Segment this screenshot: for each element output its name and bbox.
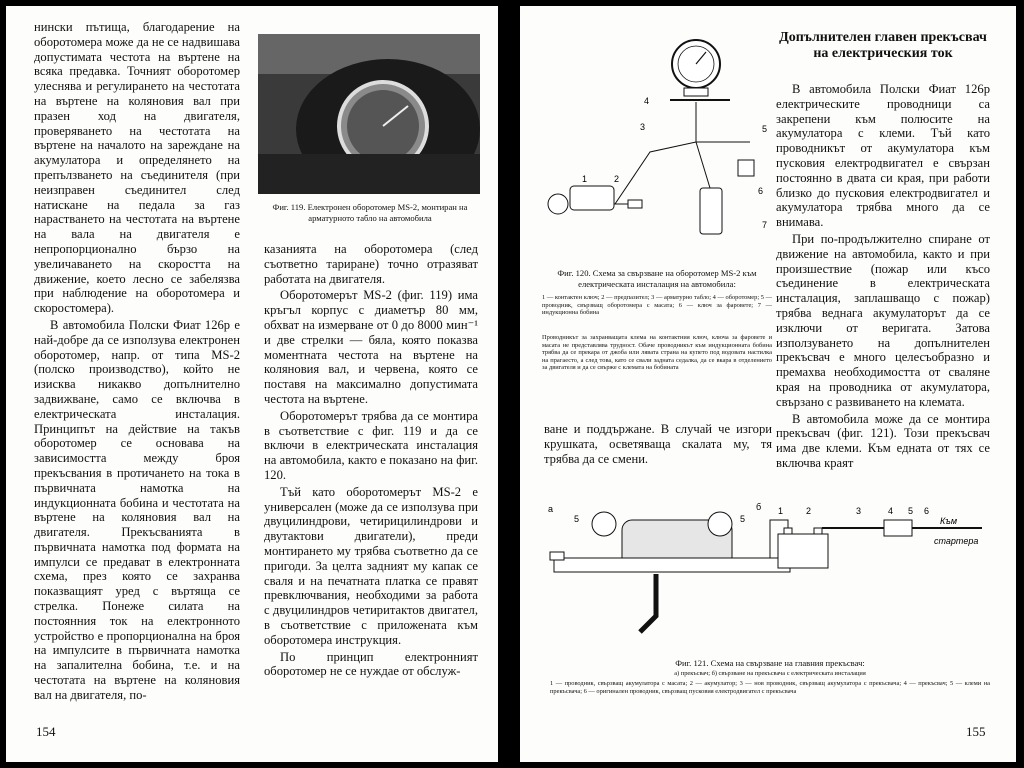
paragraph: Оборотомерът MS-2 (фиг. 119) има кръгъл корпус с диаметър 80 мм, обхват на измерване от 0 до 8000 мин⁻¹ и две стрелки — бяла, която показва моментната честота на въртене на коляновия вал, и червена, която се поставя на максимално допустимата честота на въртене. <box>264 288 478 406</box>
fig121-switch-diagram <box>544 498 1004 638</box>
fig120-note: Проводникът за захранващата клема на контактния ключ, ключа за фаровете и масата не представлява трудност. Обаче проводникът към индукционната бобина трябва да се прекара от джоба или лявата страна на купето под водоватa настилка на прагаесто, а след това, като се свали задната седалка, да се вкара в отделението за двигателя и да се свърже с клемата на бобината <box>542 334 772 372</box>
right-column-1 <box>544 422 772 466</box>
label-6b: 6 <box>924 506 930 516</box>
label-3: 3 <box>640 122 646 132</box>
section-heading: Допълнителен главен прекъсвач на електрическия ток <box>779 30 987 61</box>
label-6: 6 <box>758 186 764 196</box>
left-column-1 <box>34 20 240 703</box>
paragraph: ване и поддържане. В случай че изгори крушката, осветяваща скалата му, тя трябва да се смени. <box>544 422 772 466</box>
label-5: 5 <box>762 124 768 134</box>
switch-small <box>884 520 912 536</box>
tachometer-photo-image <box>258 34 480 194</box>
paragraph: В автомобила може да се монтира прекъсвач (фиг. 121). Този прекъсвач има две клеми. Към едната от тях се включва краят <box>776 411 990 470</box>
label-5b: 5 <box>740 514 746 524</box>
paragraph: нински пътища, благодарение на оборотомера може да не се надвишава допустимата честота на въртене на всяка предавка. Точният оборотомер улеснява и регулирането на честотата на въртене на коляновия вал при празен ход на двигателя, проверяването на честотата на въртене на началото на зареждане на акумулатора и определянето на препълзването на съединителя (при неизправен съединител след натискане на педала за газ нарастването на честотата на въртене на вала на двигателя е непропорционално бързо на увеличаването на скоростта на движение, което лесно се забелязва при наблюдение на оборотомера и скоростомера). <box>34 20 240 316</box>
paragraph: По принцип електронният оборотомер не се нуждае от обслуж- <box>264 649 478 679</box>
paragraph: Оборотомерът трябва да се монтира в съответствие с фиг. 119 и да се включи в електрическата инсталация на автомобила, както е показано на фиг. 120. <box>264 408 478 482</box>
right-column-2 <box>776 82 990 471</box>
right-page <box>520 6 1016 762</box>
label-1b: 1 <box>778 506 784 516</box>
paragraph: казанията на оборотомера (след съответно тариране) точно отразяват работата на двигателя. <box>264 242 478 286</box>
fig120-wiring-diagram <box>540 22 780 252</box>
label-3b: 3 <box>856 506 862 516</box>
label-4: 4 <box>644 96 650 106</box>
fig120-caption: Фиг. 120. Схема за свързване на оборотомер MS-2 към електрическата инсталация на автомобила: <box>557 268 757 289</box>
label-to: Към <box>940 516 958 526</box>
left-page <box>6 6 498 762</box>
paragraph: Тъй като оборотомерът MS-2 е универсален (може да се използува при двуцилиндрови, четирицилиндрови и двутактови двигатели), преди монтирането му трябва съответно да се пригоди. За целта задният му капак се сваля и на печатната платка се правят превключвания, необходими за работа с двуцилиндров четиритактов двигател, в съответствие с приложената към оборотомера инструкция. <box>264 484 478 647</box>
terminal-right <box>708 512 732 536</box>
label-4b: 4 <box>888 506 894 516</box>
paragraph: В автомобила Полски Фиат 126р е най-добре да се използува електронен оборотомер, напр. от типа MS-2 (полско производство), който не изисква никакво допълнително задвижване, само се включва в електрическата инсталация. Принципът на действие на такъв оборотомер се основава на зависимостта между броя прекъсвания в протичането на тока в първичната намотка на индукционната бобина и честотата на въртене на коляновия вал на двигателя. Прекъсванията в първичната намотка под формата на импулси се предават в електронната схема, през която се захранва показващият уред с въртяща се стрелка. Понеже силата на постоянния ток на електронното устройство е пропорционална на броя на импулсите в първичната намотка на запалителна бобина, т.е. и на честотата на въртене на коляновия вал на двигателя, по- <box>34 317 240 702</box>
fig121-legend: 1 — проводник, свързващ акумулатора с масата; 2 — акумулатор; 3 — нов проводник, свързващ акумулатора с прекъсвача; 4 — прекъсвач; 5 — клеми на прекъсвача; 6 — оригинален проводник, свързващ пусковия електродвигател с прекъсвача <box>550 680 990 695</box>
left-column-2 <box>264 242 478 679</box>
paragraph: В автомобила Полски Фиат 126р електрическите проводници са закрепени към полюсите на акумулатора с клеми. Тъй като проводникът от акумулатора към пусковия електродвигател е свързан постоянно в двата си края, при работи близко до пусковия електродвигател и акумулатора трябва много да се внимава. <box>776 82 990 230</box>
headlight-switch <box>738 160 754 176</box>
label-a: а <box>548 504 554 514</box>
fig120-legend: 1 — контактен ключ; 2 — предпазител; 3 — арматурно табло; 4 — оборотомер; 5 — проводник, свързващ оборотомера с масата; 6 — ключ за фаровете; 7 — индукционна бобина <box>542 294 772 317</box>
fuse <box>628 200 642 208</box>
label-7: 7 <box>762 220 768 230</box>
paragraph: При по-продължително спиране от движение на автомобила, както и при произшествие (пожар или късо съединение в електрическата инсталация, заплашващо с пожар) трябва веднага акумулаторът да се изключи от веригата. Затова използуването на допълнителен прекъсвач е много целесъобразно и премахва необходимостта от сваляне края на проводника от акумулатора, свързано с развиването на клемата. <box>776 231 990 409</box>
label-2: 2 <box>614 174 620 184</box>
label-5a: 5 <box>574 514 580 524</box>
battery <box>778 534 828 568</box>
terminal-left <box>592 512 616 536</box>
page-number: 155 <box>966 724 986 739</box>
label-2b: 2 <box>806 506 812 516</box>
label-starter: стартера <box>934 536 979 546</box>
fig121-caption: Фиг. 121. Схема на свързване на главния прекъсвач: <box>675 658 865 668</box>
label-1: 1 <box>582 174 588 184</box>
fig119-caption: Фиг. 119. Електронен оборотомер MS-2, монтиран на арматурното табло на автомобила <box>272 202 468 223</box>
ignition-switch <box>570 186 614 210</box>
label-5c: 5 <box>908 506 914 516</box>
fig121-subcaption: а) прекъсвач; б) свързване на прекъсвача с електрическата инсталация <box>674 670 866 677</box>
page-number: 154 <box>36 724 56 739</box>
fig119-photo <box>258 34 480 194</box>
ignition-coil <box>700 188 722 234</box>
label-b: б <box>756 502 762 512</box>
